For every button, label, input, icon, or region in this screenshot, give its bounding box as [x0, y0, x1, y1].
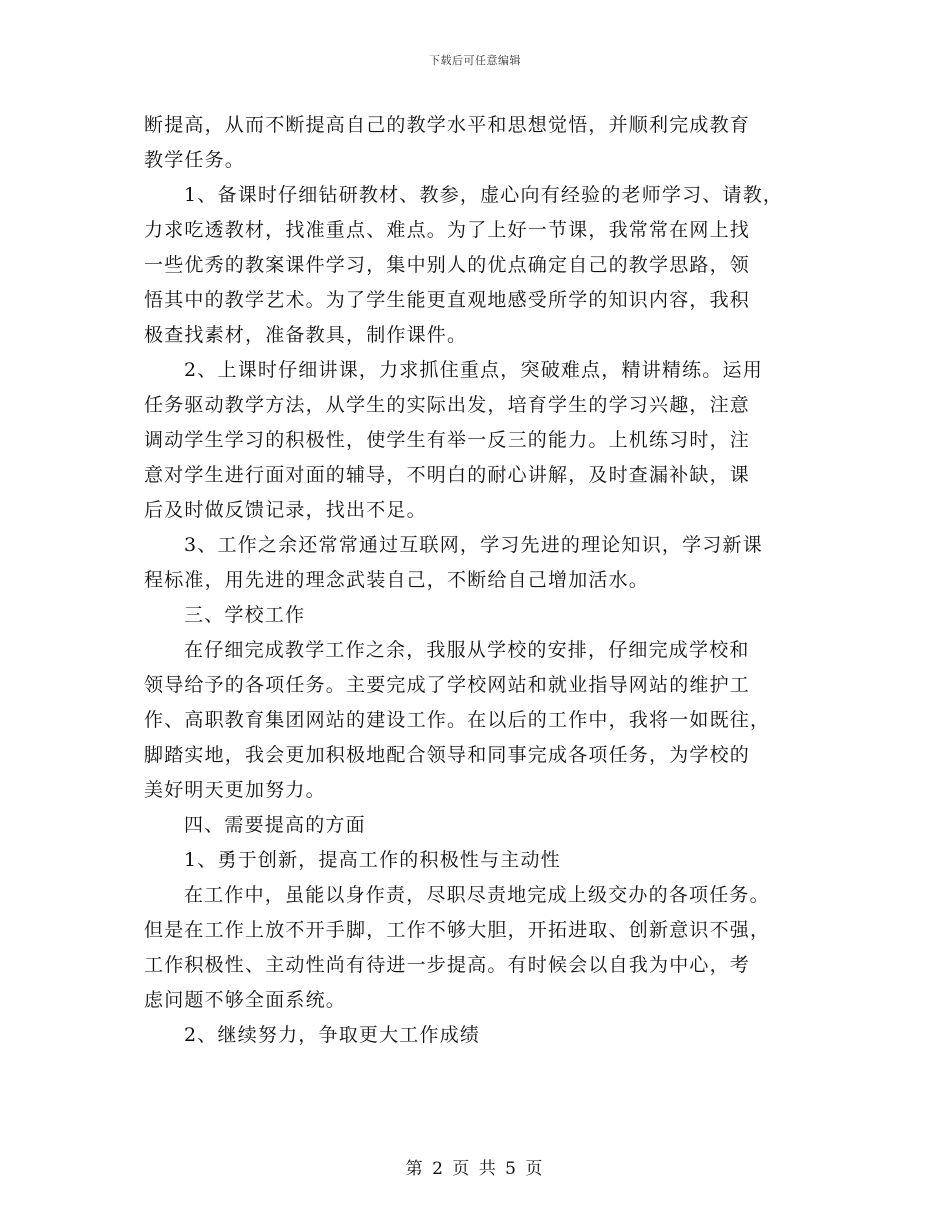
text-line: 悟其中的教学艺术。为了学生能更直观地感受所学的知识内容，我积	[144, 289, 751, 311]
text-line: 程标准，用先进的理念武装自己，不断给自己增加活水。	[144, 569, 650, 591]
text-line: 但是在工作上放不开手脚，工作不够大胆，开拓进取、创新意识不强，	[144, 919, 771, 941]
text-line: 领导给予的各项任务。主要完成了学校网站和就业指导网站的维护工	[144, 674, 751, 696]
text-line: 后及时做反馈记录，找出不足。	[144, 499, 427, 521]
text-line: 在工作中，虽能以身作责，尽职尽责地完成上级交办的各项任务。	[184, 884, 770, 906]
text-line: 1、备课时仔细钻研教材、教参，虚心向有经验的老师学习、请教，	[184, 184, 784, 206]
text-line: 美好明天更加努力。	[144, 779, 326, 801]
text-line: 2、上课时仔细讲课，力求抓住重点，突破难点，精讲精练。运用	[184, 359, 763, 381]
text-line: 调动学生学习的积极性，使学生有举一反三的能力。上机练习时，注	[144, 429, 751, 451]
text-line: 断提高，从而不断提高自己的教学水平和思想觉悟，并顺利完成教育	[144, 114, 751, 136]
text-line: 意对学生进行面对面的辅导，不明白的耐心讲解，及时查漏补缺，课	[144, 464, 751, 486]
text-line: 2、继续努力，争取更大工作成绩	[184, 1024, 481, 1046]
text-line: 力求吃透教材，找准重点、难点。为了上好一节课，我常常在网上找	[144, 219, 751, 241]
text-line: 四、需要提高的方面	[184, 814, 366, 836]
text-line: 三、学校工作	[184, 604, 306, 626]
text-line: 1、勇于创新，提高工作的积极性与主动性	[184, 849, 561, 871]
text-line: 在仔细完成教学工作之余，我服从学校的安排，仔细完成学校和	[184, 639, 750, 661]
text-line: 一些优秀的教案课件学习，集中别人的优点确定自己的教学思路，领	[144, 254, 751, 276]
text-line: 作、高职教育集团网站的建设工作。在以后的工作中，我将一如既往，	[144, 709, 771, 731]
text-line: 任务驱动教学方法，从学生的实际出发，培育学生的学习兴趣，注意	[144, 394, 751, 416]
text-line: 脚踏实地，我会更加积极地配合领导和同事完成各项任务，为学校的	[144, 744, 751, 766]
text-line: 虑问题不够全面系统。	[144, 989, 347, 1011]
text-line: 教学任务。	[144, 149, 246, 171]
text-line: 3、工作之余还常常通过互联网，学习先进的理论知识，学习新课	[184, 534, 763, 556]
body-text	[144, 108, 804, 1053]
text-line: 工作积极性、主动性尚有待进一步提高。有时候会以自我为中心，考	[144, 954, 751, 976]
text-line: 极查找素材，准备教具，制作课件。	[144, 324, 468, 346]
page-header-note: 下载后可任意编辑	[429, 54, 521, 67]
page-number-footer: 第 2 页 共 5 页	[405, 1159, 545, 1179]
